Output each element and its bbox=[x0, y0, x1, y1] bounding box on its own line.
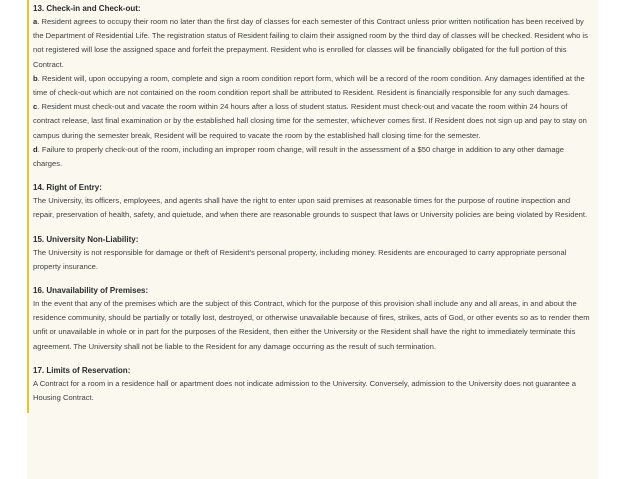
section-heading: 15. University Non-Liability: bbox=[33, 234, 139, 244]
contract-terms-panel bbox=[27, 0, 598, 479]
section-limits-of-reservation bbox=[27, 362, 598, 413]
clause-text: . Resident must check-out and vacate the room within 24 hours after a loss of student status. Resident must check-out and vacate the room within 24 hours of contract release, last final examination or by the established hall closing time for the semester, whichever comes first. If Resident does not sign up and pay to stay on campus during the semester break, Resident will be required to vacate the room by the established hall closing time for the semester. bbox=[33, 102, 587, 140]
section-check-in-check-out bbox=[27, 0, 598, 179]
section-body: In the event that any of the premises which are the subject of this Contract, which for the purpose of this provision shall include any and all areas, in and about the residence community, should be partially or totally lost, destroyed, or otherwise unavailable because of fires, strikes, acts of God, or other events so as to render them unfit or unavailable in whole or in part for the purposes of the Resident, then either the University or the Resident shall have the right to immediately terminate this agreement. The University shall not be liable to the Resident for any damage occurring as the result of such termination. bbox=[33, 299, 590, 351]
section-heading: 14. Right of Entry: bbox=[33, 183, 102, 193]
clause-text: . Resident agrees to occupy their room no later than the first day of classes for each semester of this Contract unless prior written notification has been received by the Department of Residential Life. The registration status of Resident failing to claim their assigned room by the third day of classes will be checked. Resident who is not registered will lose the assigned space and forfeit the prepayment. Resident who is enrolled for classes will be financially obligated for the full portion of this Contract. bbox=[33, 17, 588, 69]
section-university-non-liability bbox=[27, 231, 598, 282]
clause-c bbox=[33, 100, 598, 143]
section-heading: 17. Limits of Reservation: bbox=[33, 365, 131, 375]
clause-d bbox=[33, 143, 598, 171]
clause-a bbox=[33, 15, 598, 72]
section-unavailability-of-premises bbox=[27, 282, 598, 362]
section-heading: 16. Unavailability of Premises: bbox=[33, 286, 149, 296]
clause-b bbox=[33, 72, 598, 100]
section-right-of-entry bbox=[27, 179, 598, 230]
section-body: The University, its officers, employees, and agents shall have the right to enter upon said premises at reasonable times for the purpose of routine inspection and repair, preservation of health, safety, and quietude, and when there are reasonable grounds to suspect that laws or University policies are being violated by Resident. bbox=[33, 196, 588, 220]
clause-marker: d bbox=[33, 144, 38, 154]
section-heading: 13. Check-in and Check-out: bbox=[33, 4, 141, 13]
clause-marker: a bbox=[33, 17, 38, 26]
clause-marker: b bbox=[33, 73, 38, 83]
section-body: A Contract for a room in a residence hall or apartment does not indicate admission to the University. Conversely, admission to the University does not guarantee a Housing Contract. bbox=[33, 378, 576, 403]
section-body: The University is not responsible for damage or theft of Resident's personal property, including money. Residents are encouraged to carry appropriate personal property insurance. bbox=[33, 247, 567, 271]
clause-marker: c bbox=[33, 102, 38, 112]
clause-text: . Failure to properly check-out of the room, including an improper room change, will result in the assessment of a $50 charge in addition to any other damage charges. bbox=[33, 144, 565, 169]
clause-text: . Resident will, upon occupying a room, complete and sign a room condition report form, which will be a record of the room condition. Any damages identified at the time of check-out which are not contained on the room condition report shall be attributed to Resident. Resident is financially responsible for any such damages. bbox=[33, 73, 585, 98]
